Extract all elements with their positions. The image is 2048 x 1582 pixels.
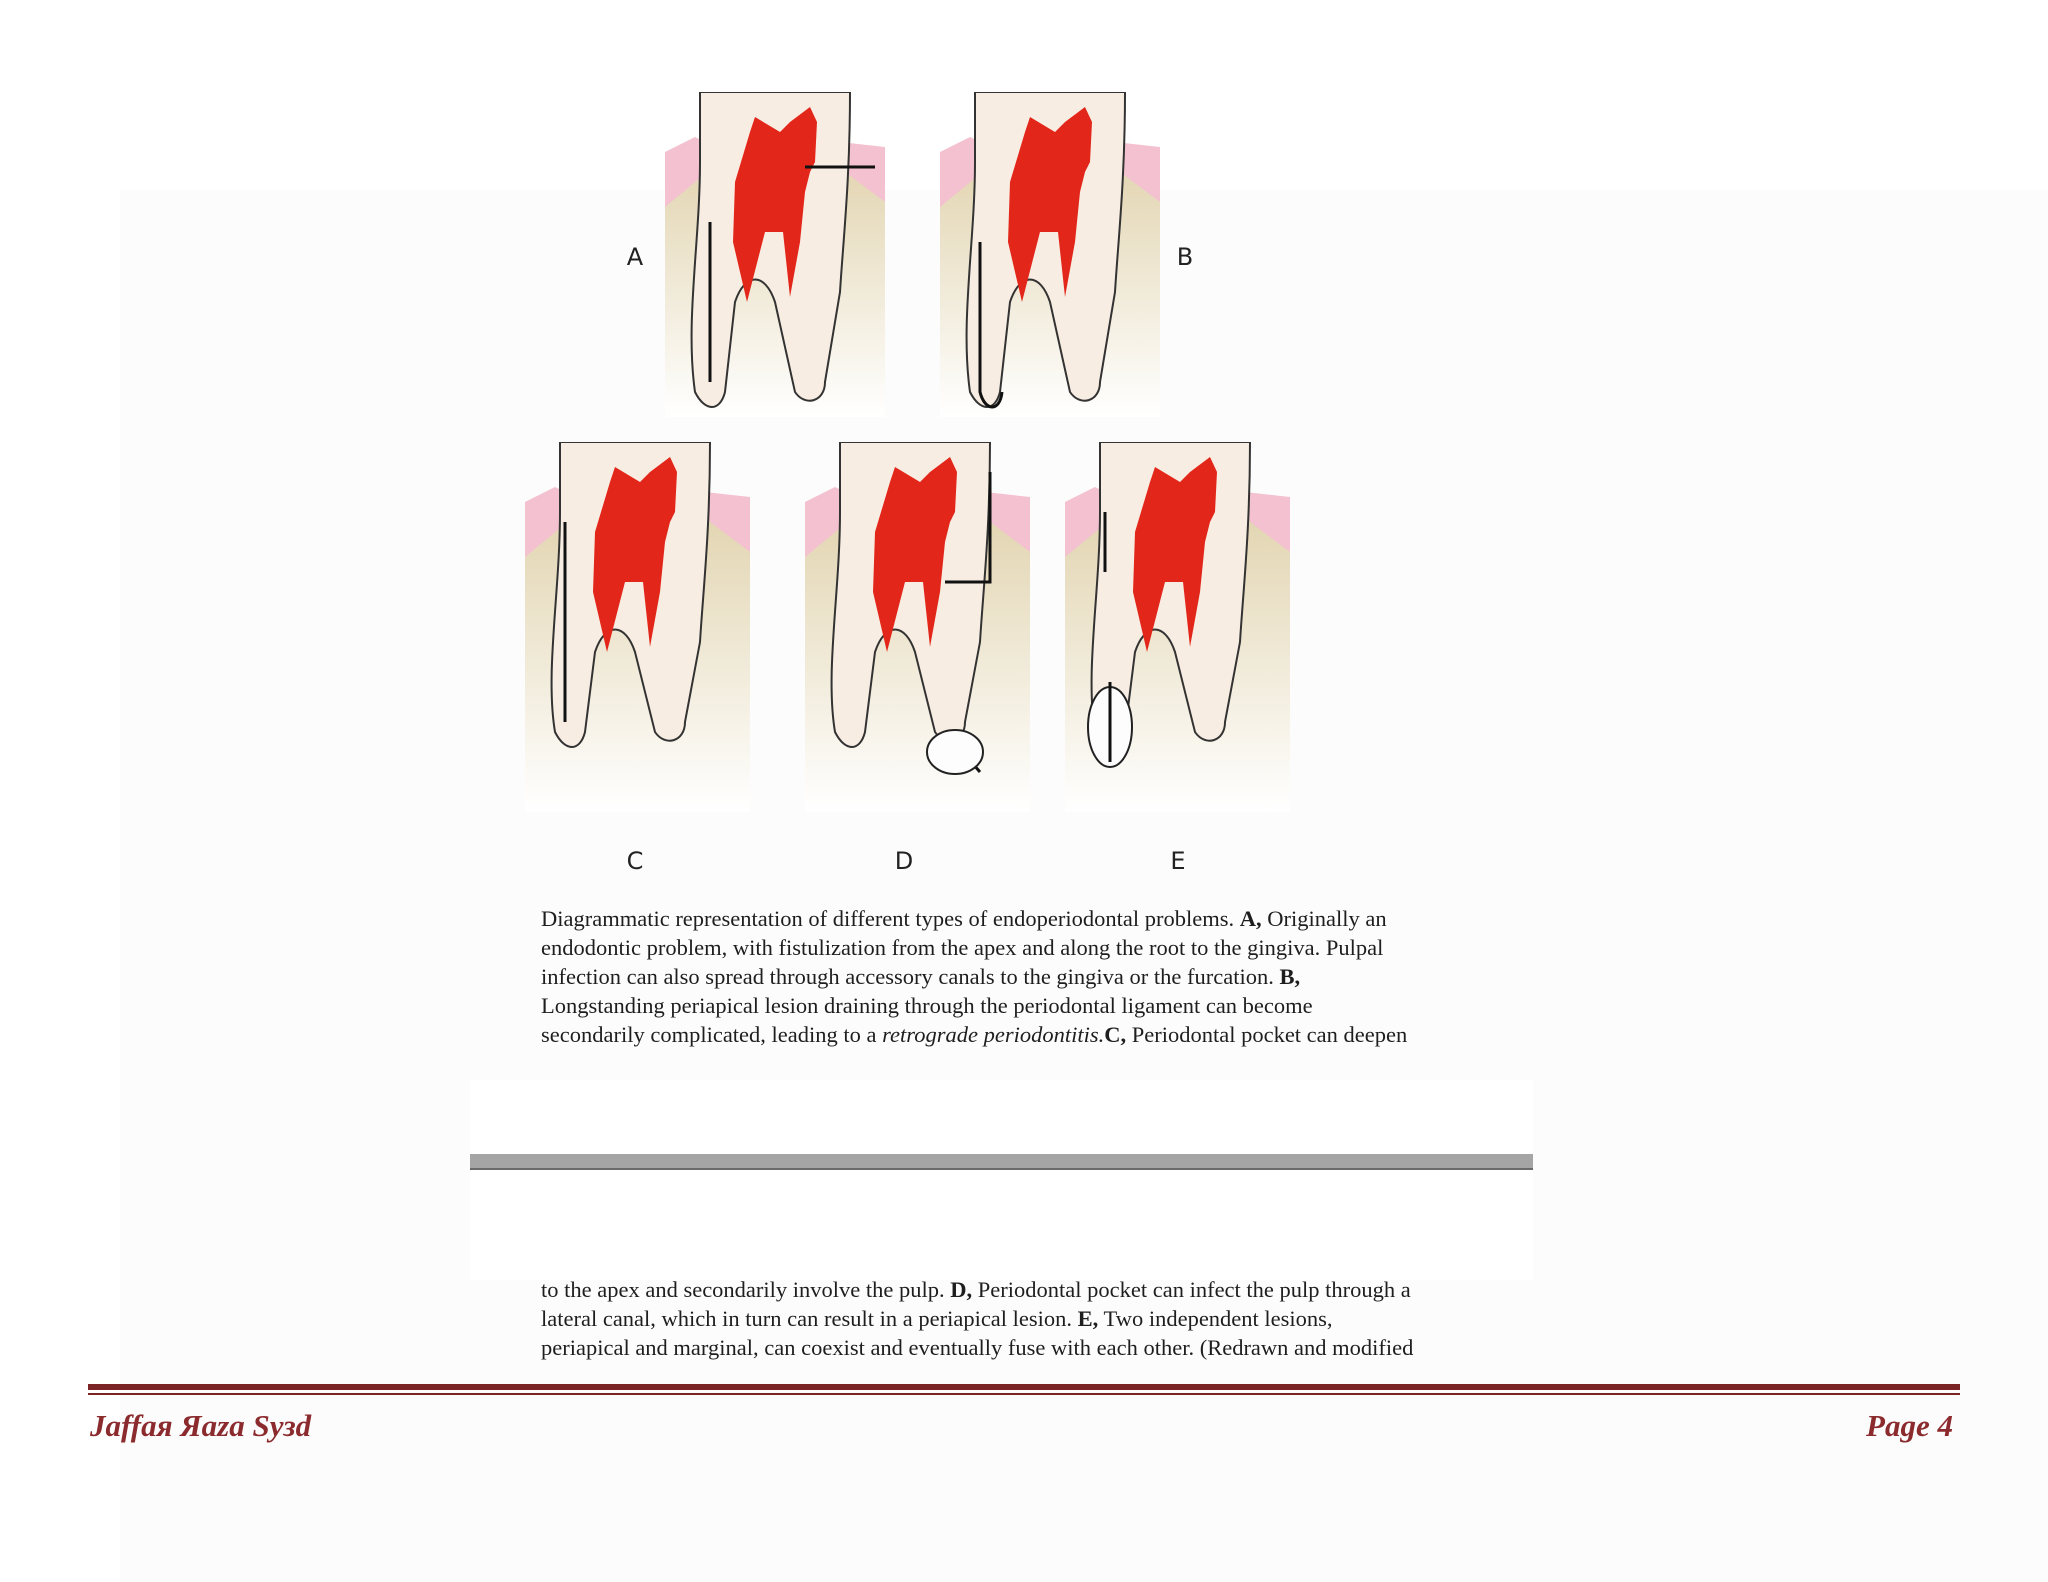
caption-line: lateral canal, which in turn can result in a periapical lesion. E, Two independent lesions,: [541, 1306, 1333, 1331]
footer-author: Jaffaя Яaza Syзd: [90, 1408, 312, 1443]
figure-label-b: B: [1176, 243, 1194, 271]
footer-page-number: Page 4: [1866, 1408, 1953, 1443]
caption-line: endodontic problem, with fistulization from the apex and along the root to the gingiva. Pulpal: [541, 935, 1384, 960]
figure-label-d: D: [894, 847, 914, 875]
page-gap: [470, 1080, 1533, 1280]
caption-line: periapical and marginal, can coexist and eventually fuse with each other. (Redrawn and modified: [541, 1335, 1414, 1360]
figure-label-a: A: [626, 243, 644, 271]
tooth-diagram-e: [1065, 442, 1290, 812]
page-separator: [470, 1154, 1533, 1170]
tooth-diagram-b: [940, 92, 1160, 417]
figure-caption-bottom: [541, 1275, 1521, 1362]
figure-label-c: C: [626, 847, 644, 875]
footer-rule-thin: [88, 1393, 1960, 1395]
tooth-diagram-a: [665, 92, 885, 417]
caption-line: to the apex and secondarily involve the pulp. D, Periodontal pocket can infect the pulp through a: [541, 1277, 1411, 1302]
tooth-diagram-d: [805, 442, 1030, 812]
caption-line: Longstanding periapical lesion draining through the periodontal ligament can become: [541, 993, 1313, 1018]
caption-line: infection can also spread through accessory canals to the gingiva or the furcation. B,: [541, 964, 1301, 989]
footer-rule: [88, 1384, 1960, 1390]
figure-label-e: E: [1170, 847, 1186, 875]
caption-line: secondarily complicated, leading to a retrograde periodontitis.C, Periodontal pocket can deepen: [541, 1022, 1408, 1047]
tooth-diagram-c: [525, 442, 750, 812]
figure-caption-top: [541, 904, 1521, 1049]
caption-line: Diagrammatic representation of different types of endoperiodontal problems. A, Originally an: [541, 906, 1387, 931]
